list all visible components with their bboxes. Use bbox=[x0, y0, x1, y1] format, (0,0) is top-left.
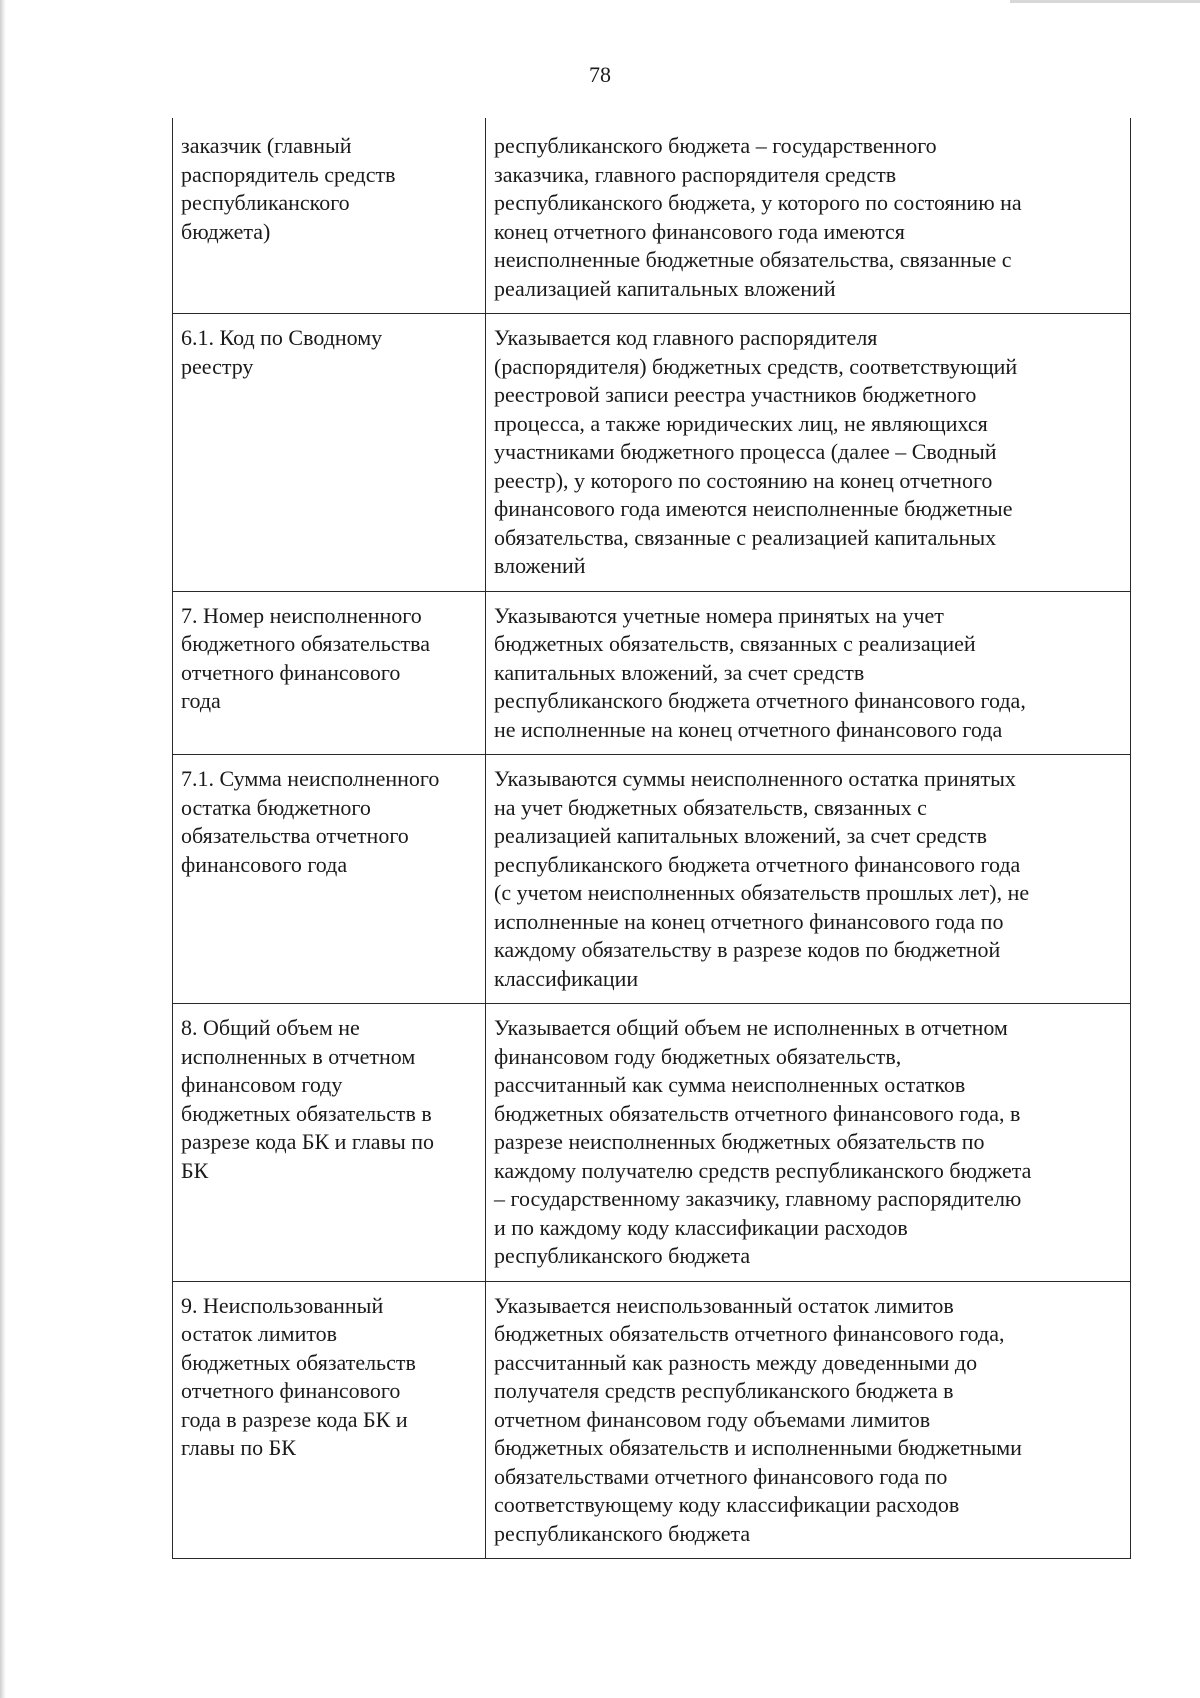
field-description-cell bbox=[486, 591, 1131, 755]
field-description: Указывается код главного распорядителя (распорядителя) бюджетных средств, соответствующий реестровой записи реестра участников бюджетного процесса, а также юридических лиц, не являющихся участниками бюджетного процесса (далее – Сводный реестр), у которого по состоянию на конец отчетного финансового года имеются неисполненные бюджетные обязательства, связанные с реализацией капитальных вложений bbox=[494, 325, 1018, 578]
field-description-cell bbox=[486, 755, 1131, 1004]
scan-edge-left bbox=[0, 0, 6, 1698]
field-name-cell bbox=[173, 314, 486, 592]
table-row bbox=[173, 755, 1131, 1004]
field-description: республиканского бюджета – государственного заказчика, главного распорядителя средств республиканского бюджета, у которого по состоянию на конец отчетного финансового года имеются неисполненные бюджетные обязательства, связанные с реализацией капитальных вложений bbox=[494, 133, 1022, 301]
table-row bbox=[173, 314, 1131, 592]
field-name-cell bbox=[173, 1281, 486, 1559]
field-description-cell bbox=[486, 314, 1131, 592]
table-row bbox=[173, 1004, 1131, 1282]
field-name-cell bbox=[173, 591, 486, 755]
field-name: 7.1. Сумма неисполненного остатка бюджетного обязательства отчетного финансового года bbox=[181, 766, 440, 877]
field-name-cell bbox=[173, 1004, 486, 1282]
field-description: Указывается неиспользованный остаток лимитов бюджетных обязательств отчетного финансового года, рассчитанный как разность между доведенными до получателя средств республиканского бюджета в отчетном финансовом году объемами лимитов бюджетных обязательств и исполненными бюджетными обязательствами отчетного финансового года по соответствующему коду классификации расходов республиканского бюджета bbox=[494, 1292, 1022, 1546]
page-number: 78 bbox=[589, 62, 611, 87]
field-name: 7. Номер неисполненного бюджетного обязательства отчетного финансового года bbox=[181, 602, 431, 713]
field-name-cell bbox=[173, 118, 486, 314]
field-name: 8. Общий объем не исполненных в отчетном финансовом году бюджетных обязательств в разрезе кода БК и главы по БК bbox=[181, 1015, 435, 1183]
field-name: 9. Неиспользованный остаток лимитов бюджетных обязательств отчетного финансового года в разрезе кода БК и главы по БК bbox=[181, 1292, 416, 1460]
table-row bbox=[173, 591, 1131, 755]
field-name: 6.1. Код по Сводному реестру bbox=[181, 325, 383, 379]
table-row bbox=[173, 118, 1131, 314]
field-description: Указываются суммы неисполненного остатка принятых на учет бюджетных обязательств, связанных с реализацией капитальных вложений, за счет средств республиканского бюджета отчетного финансового года (с учетом неисполненных обязательств прошлых лет), не исполненные на конец отчетного финансового года по каждому обязательству в разрезе кодов по бюджетной классификации bbox=[494, 766, 1030, 991]
field-description-cell bbox=[486, 1004, 1131, 1282]
field-description-cell bbox=[486, 1281, 1131, 1559]
description-table bbox=[172, 118, 1131, 1559]
field-description-cell bbox=[486, 118, 1131, 314]
table-row bbox=[173, 1281, 1131, 1559]
scan-edge-top bbox=[1010, 0, 1200, 3]
field-description: Указываются учетные номера принятых на учет бюджетных обязательств, связанных с реализацией капитальных вложений, за счет средств республиканского бюджета отчетного финансового года, не исполненные на конец отчетного финансового года bbox=[494, 602, 1026, 742]
field-description: Указывается общий объем не исполненных в отчетном финансовом году бюджетных обязательств, рассчитанный как сумма неисполненных остатков бюджетных обязательств отчетного финансового года, в разрезе неисполненных бюджетных обязательств по каждому получателю средств республиканского бюджета – государственному заказчику, главному распорядителю и по каждому коду классификации расходов республиканского бюджета bbox=[494, 1015, 1032, 1268]
field-name: заказчик (главный распорядитель средств республиканского бюджета) bbox=[181, 133, 396, 244]
field-name-cell bbox=[173, 755, 486, 1004]
